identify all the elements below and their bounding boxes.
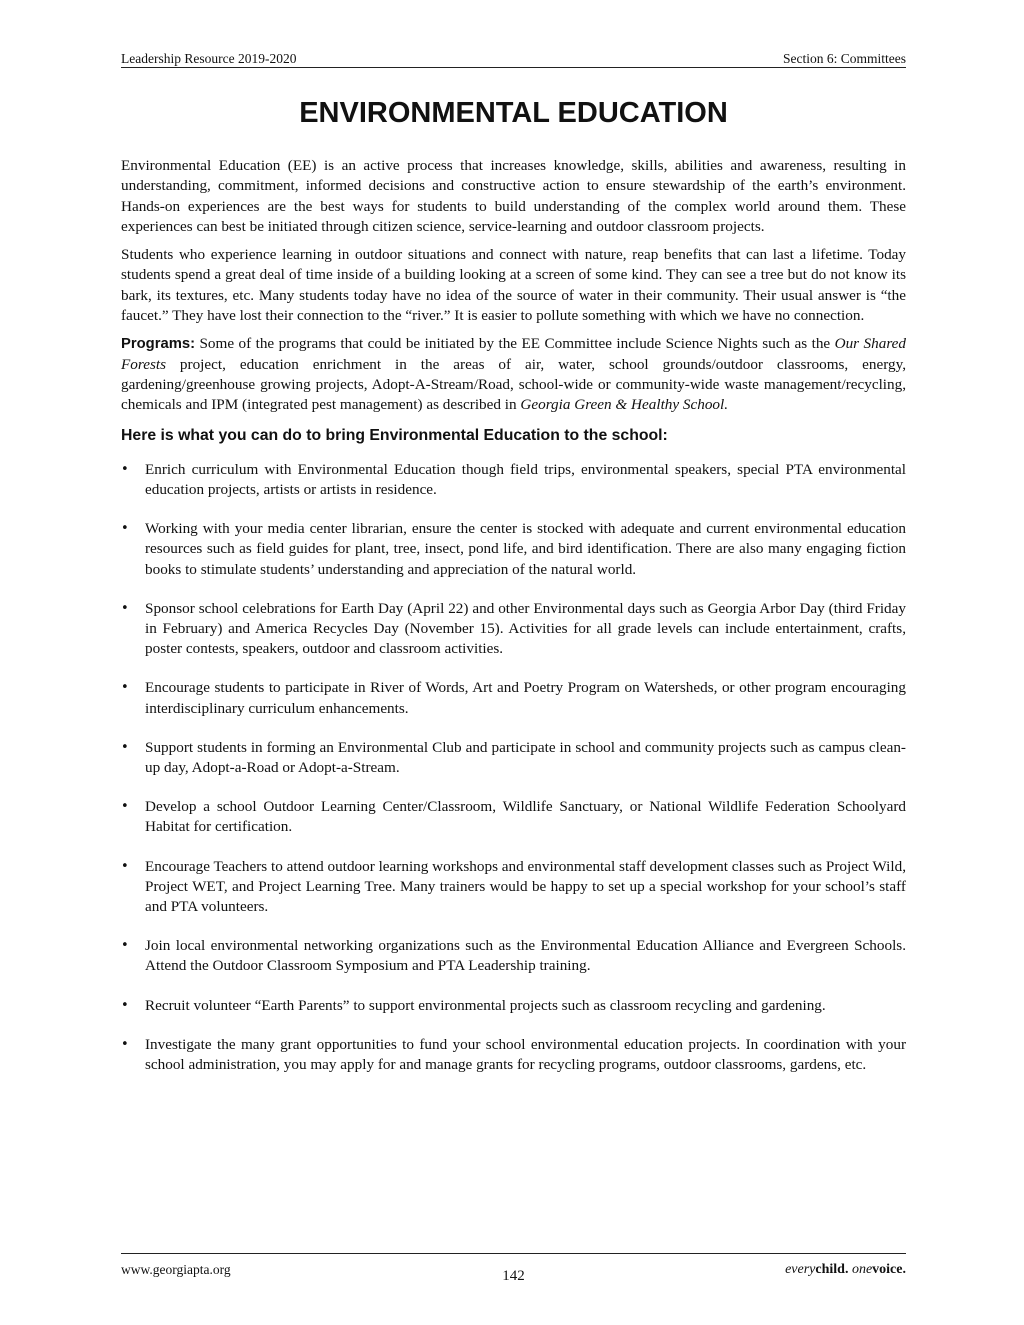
list-item — [121, 996, 906, 1016]
programs-italic-1: Our Shared Forests — [121, 335, 906, 373]
list-item-text: Investigate the many grant opportunities to fund your school environmental education projects. In coordination with your school administration, you may apply for and manage grants for recycling programs, outdoor classrooms, gardens, etc. — [145, 1035, 906, 1073]
footer-divider — [121, 1253, 906, 1254]
list-item-text: Encourage Teachers to attend outdoor learning workshops and environmental staff development classes such as Project Wild, Project WET, and Project Learning Tree. Many trainers would be happy to set up a special workshop for your school’s staff and PTA volunteers. — [145, 857, 906, 916]
list-item-text: Support students in forming an Environmental Club and participate in school and community projects such as campus clean-up day, Adopt-a-Road or Adopt-a-Stream. — [145, 738, 906, 777]
list-item — [121, 936, 906, 977]
bullet-icon: • — [121, 520, 129, 536]
bullet-icon: • — [121, 461, 129, 477]
body-text — [121, 156, 906, 1094]
bullet-icon: • — [121, 680, 129, 696]
bullet-icon: • — [121, 739, 129, 755]
list-item-text: Encourage students to participate in River of Words, Art and Poetry Program on Watersheds, or other program encouraging interdisciplinary curriculum enhancements. — [145, 679, 906, 717]
list-item-text: Recruit volunteer “Earth Parents” to support environmental projects such as classroom recycling and gardening. — [145, 996, 826, 1014]
website-link[interactable]: www.georgiapta.org — [121, 1262, 231, 1277]
header-right-text: Section 6: Committees — [783, 51, 906, 66]
bullet-icon: • — [121, 799, 129, 815]
action-list — [121, 460, 906, 1076]
tagline-every: every — [785, 1262, 816, 1277]
list-item-text: Sponsor school celebrations for Earth Day (April 22) and other Environmental days such as Georgia Arbor Day (third Friday in February) and America Recycles Day (November 15). Activities for all grade levels can include entertainment, crafts, poster contests, speakers, outdoor and classroom activities. — [145, 599, 906, 658]
list-item-text: Working with your media center librarian, ensure the center is stocked with adequate and current environmental education resources such as field guides for plant, tree, insect, pond life, and bird identification. There are also many engaging fiction books to stimulate students’ understanding and appreciation of the natural world. — [145, 519, 906, 578]
intro-paragraph: Environmental Education (EE) is an active process that increases knowledge, skills, abilities and awareness, resulting in understanding, commitment, informed decisions and constructive action to ensure stewardship of the earth’s environment. Hands-on experiences are the best ways for students to build understanding of the complex world around them. These experiences can best be initiated through citizen science, service-learning and outdoor classroom projects. — [121, 157, 906, 235]
outdoor-learning-paragraph: Students who experience learning in outdoor situations and connect with nature, reap benefits that can last a lifetime. Today students spend a great deal of time inside of a building looking at a screen of some kind. They can see a tree but do not know its bark, its textures, etc. Many students today have no idea of the source of water in their community. Their usual answer is “the faucet.” They have lost their connection to the “river.” It is easier to pollute something with which we have no connection. — [121, 246, 906, 325]
footer-tagline — [785, 1262, 906, 1278]
header-left-text: Leadership Resource 2019-2020 — [121, 51, 297, 66]
page-number: 142 — [502, 1268, 525, 1284]
list-item-text: Enrich curriculum with Environmental Education though field trips, environmental speakers, special PTA environmental education projects, artists or artists in residence. — [145, 460, 906, 498]
tagline-one: one — [851, 1262, 873, 1277]
list-item — [121, 797, 906, 838]
page-header — [121, 50, 906, 68]
programs-text-2: project, education enrichment in the areas of air, water, school grounds/outdoor classrooms, energy, gardening/greenhouse growing projects, Adopt-A-Stream/Road, school-wide or community-wide waste management/recycling, chemicals and IPM (integrated pest management) as described in — [121, 355, 906, 414]
bullet-icon: • — [121, 858, 129, 874]
list-item-text: Develop a school Outdoor Learning Center/Classroom, Wildlife Sanctuary, or National Wildlife Federation Schoolyard Habitat for certification. — [145, 798, 906, 836]
list-item — [121, 678, 906, 719]
list-item — [121, 460, 906, 501]
list-item — [121, 738, 906, 779]
bullet-icon: • — [121, 997, 129, 1013]
tagline-child: child. — [815, 1262, 849, 1277]
programs-italic-2: Georgia Green & Healthy School. — [520, 396, 729, 414]
list-item — [121, 599, 906, 660]
section-heading: Here is what you can do to bring Environmental Education to the school: — [121, 426, 668, 444]
bullet-icon: • — [121, 600, 129, 616]
list-item — [121, 519, 906, 580]
page-title: ENVIRONMENTAL EDUCATION — [299, 97, 728, 129]
bullet-icon: • — [121, 938, 129, 954]
bullet-icon: • — [121, 1036, 129, 1052]
programs-text-1: Some of the programs that could be initiated by the EE Committee include Science Nights such as the — [195, 335, 835, 353]
list-item-text: Join local environmental networking organizations such as the Environmental Education Alliance and Evergreen Schools. Attend the Outdoor Classroom Symposium and PTA Leadership training. — [145, 937, 906, 975]
document-page — [121, 0, 906, 1325]
programs-label: Programs: — [121, 336, 196, 353]
programs-paragraph — [121, 334, 906, 415]
list-item — [121, 857, 906, 918]
list-item — [121, 1035, 906, 1076]
tagline-voice: voice. — [872, 1262, 906, 1277]
